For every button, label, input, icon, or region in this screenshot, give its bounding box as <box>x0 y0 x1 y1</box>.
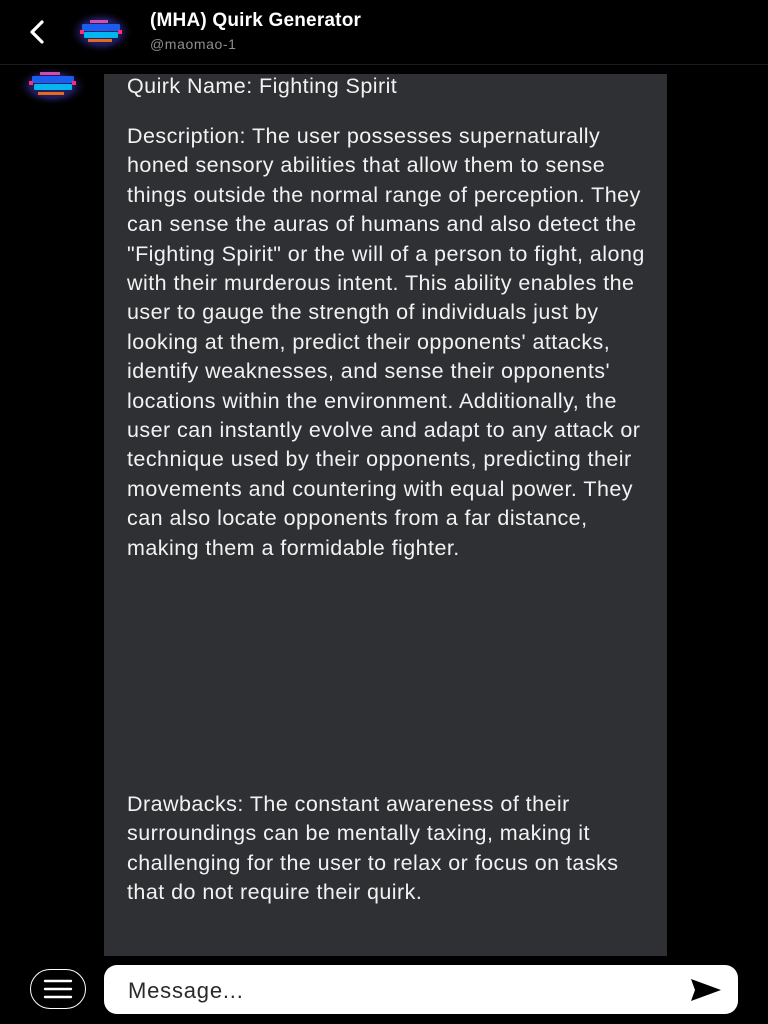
send-icon <box>689 977 723 1003</box>
chevron-left-icon <box>27 18 47 46</box>
bot-avatar[interactable] <box>68 10 134 54</box>
bot-message-bubble[interactable] <box>104 74 667 956</box>
back-button[interactable] <box>22 16 52 48</box>
quirk-name-text: Quirk Name: Fighting Spirit <box>127 74 398 98</box>
menu-button[interactable] <box>30 969 86 1009</box>
chat-header <box>0 0 768 65</box>
message-input[interactable] <box>126 973 670 1009</box>
neon-logo-avatar <box>68 10 134 54</box>
hamburger-menu-icon <box>43 978 73 1000</box>
send-button[interactable] <box>688 975 724 1005</box>
quirk-description-text: Description: The user possesses supernaturally honed sensory abilities that allow them to sense things outside the normal range of perception. They can sense the auras of humans and also detect the "Fighting Spirit" or the will of a person to fight, along with their murderous intent. This ability enables the user to gauge the strength of individuals just by looking at them, predict their opponents' attacks, identify weaknesses, and sense their opponents' locations within the environment. Additionally, the user can instantly evolve and adapt to any attack or technique used by their opponents, predicting their movements and countering with equal power. They can also locate opponents from a far distance, making them a formidable fighter. <box>127 124 645 560</box>
quirk-drawbacks-text: Drawbacks: The constant awareness of their surroundings can be mentally taxing, making it challenging for the user to relax or focus on tasks that do not require their quirk. <box>127 792 619 905</box>
message-sender-avatar[interactable] <box>16 66 88 106</box>
neon-logo-avatar <box>16 66 88 106</box>
bot-handle[interactable]: @maomao-1 <box>150 36 237 52</box>
message-composer <box>104 965 738 1014</box>
chat-title: (MHA) Quirk Generator <box>150 10 362 31</box>
